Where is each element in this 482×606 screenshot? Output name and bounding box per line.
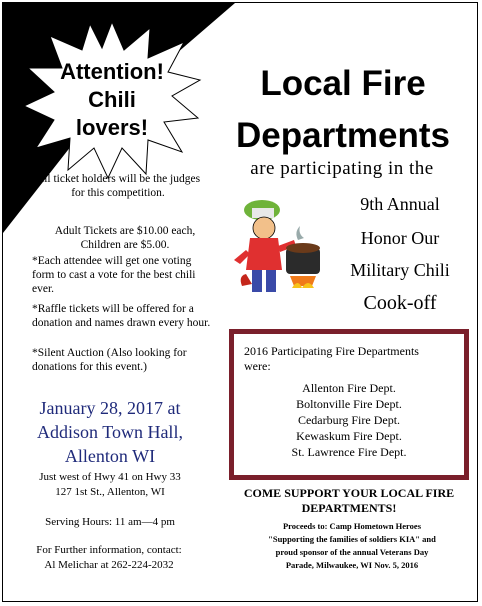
event-line-1: 9th Annual (360, 194, 440, 214)
judges-text: All ticket holders will be the judges for this competition. (35, 173, 201, 199)
ticket-prices: Adult Tickets are $10.00 each, Children are $5.00. (54, 225, 196, 251)
address-line-2: 127 1st St., Allenton, WI (55, 486, 165, 498)
contact-line-1: For Further information, contact: (36, 544, 182, 556)
attention-heading: Attention! Chili lovers! (60, 59, 164, 140)
contact-info (14, 543, 204, 573)
list-item: Allenton Fire Dept. (302, 381, 396, 395)
proceeds-line-1: Proceeds to: Camp Hometown Heroes (282, 521, 422, 531)
list-item: Boltonville Fire Dept. (296, 397, 402, 411)
subtitle: are participating in the (250, 158, 434, 179)
address (20, 470, 200, 500)
main-title: Local Fire Departments (236, 64, 450, 155)
event-line-4: Cook-off (363, 292, 437, 314)
bullet-raffle: *Raffle tickets will be offered for a donation and names drawn every hour. (32, 303, 211, 329)
bullet-voting: *Each attendee will get one voting form to cast a vote for the best chili ever. (32, 255, 196, 295)
proceeds-note (246, 520, 458, 572)
event-line-2: Honor Our (360, 228, 440, 248)
list-item: Kewaskum Fire Dept. (296, 429, 402, 443)
support-callout: COME SUPPORT YOUR LOCAL FIRE DEPARTMENTS! (243, 486, 455, 515)
departments-list (234, 380, 464, 460)
proceeds-line-3: proud sponsor of the annual Veterans Day (275, 547, 429, 557)
list-item: Cedarburg Fire Dept. (297, 413, 401, 427)
departments-heading: 2016 Participating Fire Departments were: (244, 344, 419, 373)
list-item: St. Lawrence Fire Dept. (291, 445, 407, 459)
address-line-1: Just west of Hwy 41 on Hwy 33 (39, 471, 181, 483)
bullet-auction: *Silent Auction (Also looking for donations for this event.) (32, 347, 187, 373)
chili-chef-icon (232, 190, 326, 300)
event-date-location: January 28, 2017 at Addison Town Hall, Allenton WI (37, 398, 183, 466)
contact-line-2: Al Melichar at 262-224-2032 (44, 559, 174, 571)
proceeds-line-2: "Supporting the families of soldiers KIA" and (268, 534, 436, 544)
proceeds-line-4: Parade, Milwaukee, WI Nov. 5, 2016 (285, 560, 419, 570)
departments-box (229, 329, 469, 480)
serving-hours: Serving Hours: 11 am—4 pm (45, 516, 175, 528)
event-line-3: Military Chili (350, 260, 450, 280)
